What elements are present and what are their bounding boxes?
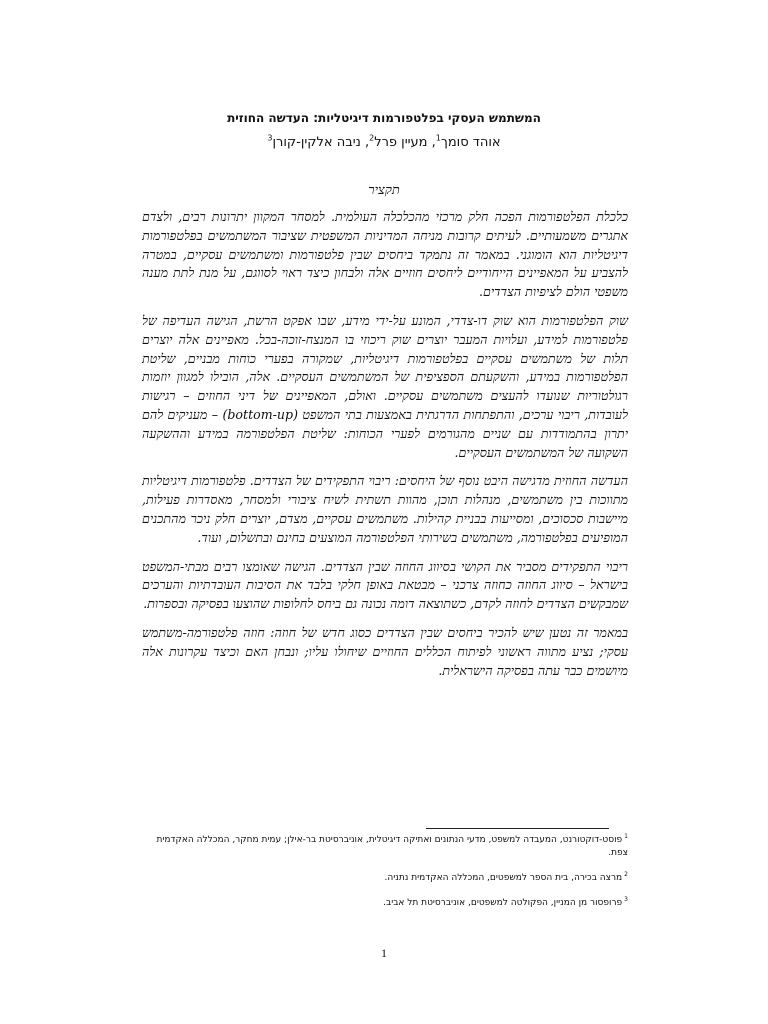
- author-list: [140, 134, 628, 152]
- abstract-paragraph: כלכלת הפלטפורמות הפכה חלק מרכזי מהכלכלה העולמית. למסחר המקוון יתרונות רבים, ולצדם אתגרים משמעותיים. לעיתים קרובות מניחה המדיניות המשפטית שציבור המשתמשים בפלטפורמות דיגיטליות הוא הומוגני. במאמר זה נתמקד ביחסים שבין פלטפורמות ומשתמשים עסקיים, במטרה להצביע על המאפיינים הייחודיים ליחסים חוזיים אלה ולבחון כיצד ראוי לסווגם, על מנת לתת מענה משפטי הולם לציפיות הצדדים.: [142, 209, 628, 300]
- author-name: מעיין פרל: [374, 135, 428, 150]
- footnote-text: פוסט-דוקטורנט, המעבדה למשפט, מדעי הנתונים ואתיקה דיגיטלית, אוניברסיטת בר-אילן; עמית מחקר, המכללה האקדמית צפת.: [156, 835, 628, 858]
- footnote-marker: 2: [369, 133, 375, 143]
- abstract-body: [142, 208, 628, 690]
- abstract-paragraph: במאמר זה נטען שיש להכיר ביחסים שבין הצדדים כסוג חדש של חוזה: חוזה פלטפורמה-משתמש עסקי; נציע מתווה ראשוני לפיתוח הכללים החוזיים שיחולו עליו; ונבחן האם וכיצד עקרונות אלה מיושמים כבר עתה בפסיקה הישראלית.: [142, 624, 628, 678]
- footnote-text: פרופסור מן המניין, הפקולטה למשפטים, אוניברסיטת תל אביב.: [383, 898, 623, 908]
- footnote-marker: 1: [435, 133, 441, 143]
- footnote-number: 2: [624, 871, 628, 878]
- author-separator: ,: [360, 135, 370, 150]
- abstract-paragraph: העדשה החוזית מדגישה היבט נוסף של היחסים: ריבוי התפקידים של הצדדים. פלטפורמות דיגיטליות מתווכות בין משתמשים, מנהלות תוכן, מהוות תשתית לשיח ציבורי ולמסחר, מאסדרות פעילות, מיישבות סכסוכים, ומסייעות בבניית קהילות. משתמשים עסקיים, מצדם, יוצרים חלק ניכר מהתכנים המופיעים בפלטפורמה, משתמשים בשירותי הפלטפורמה המוצעים בחינם ובתשלום, ועוד.: [142, 473, 628, 545]
- footnote-number: 1: [624, 833, 628, 840]
- footnote: [142, 834, 628, 860]
- abstract-heading: תקציר: [368, 183, 400, 198]
- page-number: 1: [381, 946, 387, 960]
- author-separator: ,: [427, 135, 436, 150]
- abstract-paragraph: ריבוי התפקידים מסביר את הקושי בסיווג החוזה שבין הצדדים. הגישה שאומצו רבים מבתי-המשפט בישראל – סיווג החוזה כחוזה צרכני – מבטאת באופן חלקי בלבד את הסיבות העובדתיות והערכים שמבקשים הצדדים לחוזה לקדם, כשתוצאה דומה נכונה גם ביחס לחלופות שהוצעו בפסיקה ובספרות.: [142, 558, 628, 612]
- author-name: ניבה אלקין-קורן: [272, 135, 361, 150]
- paper-title: המשתמש העסקי בפלטפורמות דיגיטליות: העדשה החוזית: [227, 111, 541, 125]
- footnote: [142, 897, 628, 910]
- author-name: אוהד סומך: [440, 135, 501, 150]
- abstract-paragraph: שוק הפלטפורמות הוא שוק דו-צדדי, המונע על-ידי מידע, שבו אפקט הרשת, הגישה העדיפה של פלטפורמות למידע, ועלויות המעבר יוצרים שוק ריכוזי בו המנצח-זוכה-בכל. מאפיינים אלה יוצרים תלות של משתמשים עסקיים בפלטפורמות דיגיטליות, שמקורה בפערי כוחות מבניים, שליטת הפלטפורמות במידע, והשקעתם הספציפית של המשתמשים העסקיים. אלה, הובילו למגוון יוזמות רגולטוריות שנועדו להעצים משתמשים עסקיים. ואולם, המאפיינים של דיני החוזים – רגישות לעובדות, ריבוי ערכים, והתפתחות הדרגתית באמצעות בתי המשפט (bottom-up) – מעניקים להם יתרון בהתמודדות עם שניים מהגורמים לפערי הכוחות: שליטת הפלטפורמה במידע וההשקעה השקועה של המשתמשים העסקיים.: [142, 312, 628, 460]
- footnote-marker: 3: [267, 133, 273, 143]
- footnotes: [142, 834, 628, 922]
- footnote-separator: [426, 828, 609, 829]
- footnote-number: 3: [624, 896, 628, 903]
- footnote-text: מרצה בכירה, בית הספר למשפטים, המכללה האקדמית נתניה.: [384, 873, 623, 883]
- footnote: [142, 872, 628, 885]
